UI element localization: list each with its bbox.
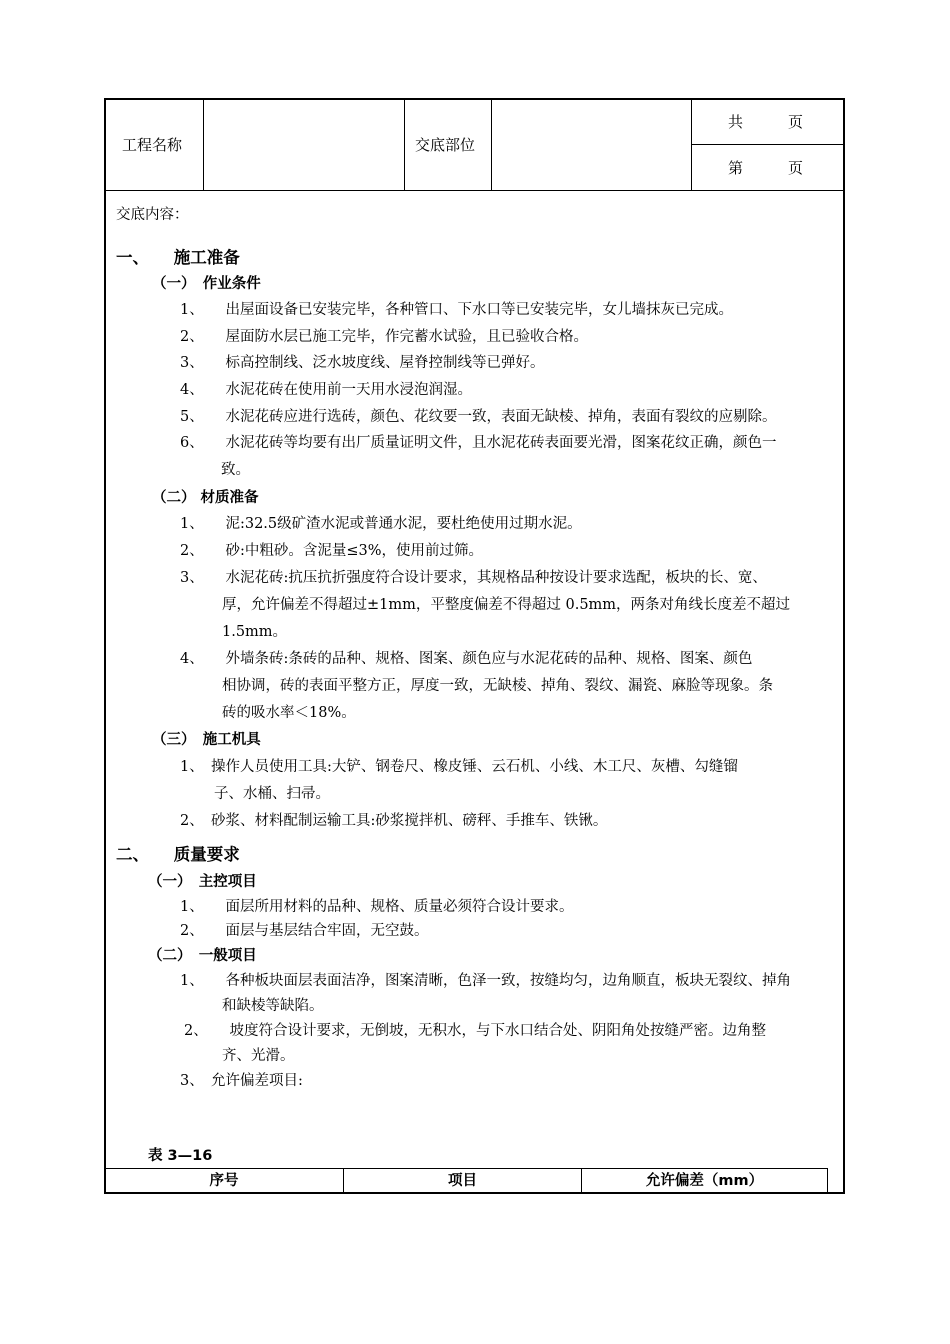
handover-part-label: 交底部位 [415, 136, 476, 154]
handover-part-value[interactable] [497, 135, 687, 155]
table-header-item: 项目 [344, 1169, 582, 1193]
s1b-item-4-cont-2: 砖的吸水率＜18%。 [222, 705, 356, 721]
s1a-item-6: 6、 水泥花砖等均要有出厂质量证明文件，且水泥花砖表面要光滑，图案花纹正确，颜色一 [180, 435, 777, 451]
s1a-item-5: 5、 水泥花砖应进行选砖，颜色、花纹要一致，表面无缺棱、掉角，表面有裂纹的应剔除。 [180, 409, 777, 425]
s1b-item-4: 4、 外墙条砖:条砖的品种、规格、图案、颜色应与水泥花砖的品种、规格、图案、颜色 [180, 651, 753, 667]
s2a-item-1: 1、 面层所用材料的品种、规格、质量必须符合设计要求。 [180, 899, 574, 915]
s1b-item-4-cont-1: 相协调，砖的表面平整方正，厚度一致，无缺棱、掉角、裂纹、漏瓷、麻脸等现象。条 [222, 678, 773, 694]
s1b-item-3-cont-1: 厚，允许偏差不得超过±1mm，平整度偏差不得超过 0.5mm，两条对角线长度差不超过 [222, 597, 791, 613]
s1b-item-3-cont-2: 1.5mm。 [222, 624, 288, 640]
s1c-item-2: 2、 砂浆、材料配制运输工具:砂浆搅拌机、磅秤、手推车、铁锹。 [180, 813, 608, 829]
page-number: 第 页 [728, 159, 804, 177]
section-1c-title: （三） 施工机具 [152, 732, 261, 748]
s1a-item-1: 1、 出屋面设备已安装完毕，各种管口、下水口等已安装完毕，女儿墙抹灰已完成。 [180, 302, 733, 318]
s2b-item-1-cont: 和缺棱等缺陷。 [222, 998, 324, 1014]
s2a-item-2: 2、 面层与基层结合牢固，无空鼓。 [180, 923, 429, 939]
header-divider-3 [491, 98, 492, 191]
total-pages: 共 页 [728, 113, 804, 131]
header-page-split [691, 144, 845, 145]
project-name-label: 工程名称 [122, 136, 183, 154]
s1b-item-3: 3、 水泥花砖:抗压抗折强度符合设计要求，其规格品种按设计要求选配，板块的长、宽、 [180, 570, 767, 586]
header-bottom-line [104, 190, 845, 191]
s2b-item-3: 3、 允许偏差项目: [180, 1073, 303, 1089]
s1a-item-2: 2、 屋面防水层已施工完毕，作完蓄水试验，且已验收合格。 [180, 329, 588, 345]
s1b-item-1: 1、 泥:32.5级矿渣水泥或普通水泥，要杜绝使用过期水泥。 [180, 516, 582, 532]
table-header-tolerance: 允许偏差（mm） [645, 1173, 764, 1189]
s1c-item-1-cont: 子、水桶、扫帚。 [214, 786, 330, 802]
section-1-title: 一、 施工准备 [116, 248, 240, 267]
s1a-item-6-cont: 致。 [221, 462, 250, 478]
section-2-title: 二、 质量要求 [116, 845, 240, 864]
header-divider-2 [404, 98, 405, 191]
content-label: 交底内容： [116, 207, 189, 223]
s1b-item-2: 2、 砂:中粗砂。含泥量≤3%，使用前过筛。 [180, 543, 484, 559]
section-1b-title: （二） 材质准备 [152, 490, 259, 506]
s1a-item-3: 3、 标高控制线、泛水坡度线、屋脊控制线等已弹好。 [180, 355, 545, 371]
header-divider-1 [203, 98, 204, 191]
s2b-item-2: 2、 坡度符合设计要求，无倒坡，无积水，与下水口结合处、阴阳角处按缝严密。边角整 [184, 1023, 766, 1039]
project-name-value[interactable] [210, 135, 400, 155]
section-2a-title: （一） 主控项目 [148, 874, 257, 890]
s2b-item-2-cont: 齐、光滑。 [222, 1048, 295, 1064]
section-1a-title: （一） 作业条件 [152, 276, 261, 292]
s1c-item-1: 1、 操作人员使用工具:大铲、钢卷尺、橡皮锤、云石机、小线、木工尺、灰槽、勾缝镏 [180, 759, 738, 775]
table-caption: 表 3—16 [148, 1148, 213, 1164]
s1a-item-4: 4、 水泥花砖在使用前一天用水浸泡润湿。 [180, 382, 472, 398]
table-header-index: 序号 [105, 1169, 344, 1193]
s2b-item-1: 1、 各种板块面层表面洁净，图案清晰，色泽一致，按缝均匀，边角顺直，板块无裂纹、掉角 [180, 973, 791, 989]
deviation-table-header [104, 1168, 828, 1194]
section-2b-title: （二） 一般项目 [148, 948, 257, 964]
